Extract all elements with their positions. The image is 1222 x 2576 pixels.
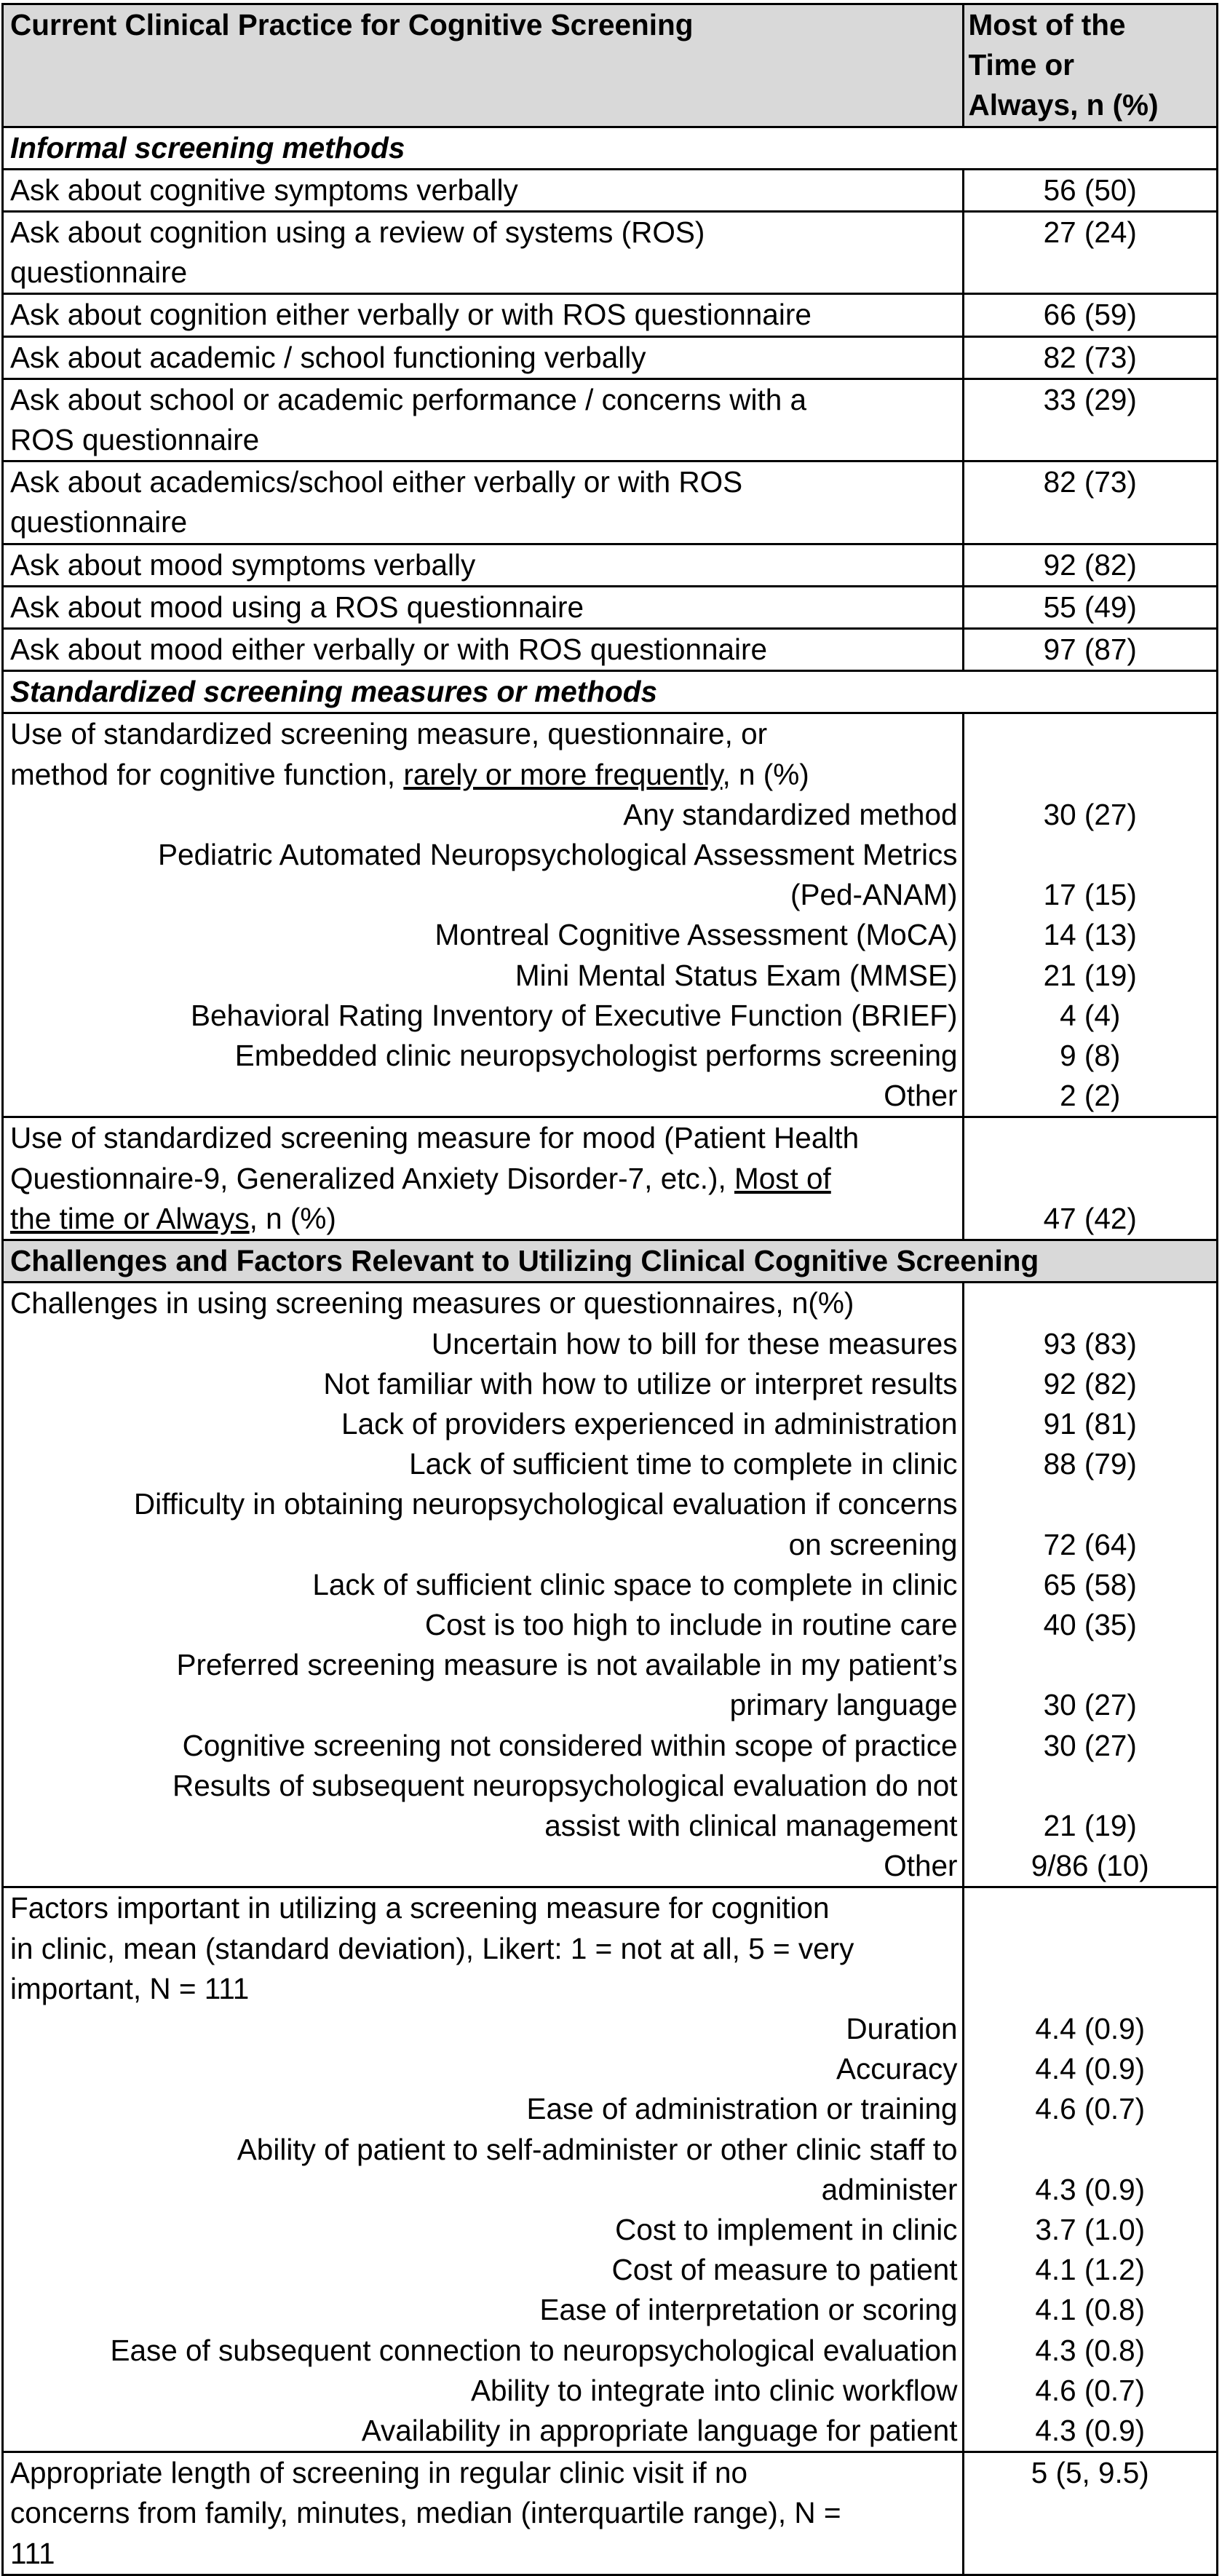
table-row xyxy=(3,461,1218,544)
row-label-line: Ask about mood symptoms verbally xyxy=(10,547,476,582)
row-label-line: Ask about school or academic performance / concerns with a xyxy=(10,382,807,416)
factors-row xyxy=(3,1887,1218,2452)
cognitive-intro-underlined: rarely or more frequently xyxy=(403,757,723,791)
sub-item-value: 88 (79) xyxy=(1043,1447,1137,1481)
row-value: 97 (87) xyxy=(963,629,1218,671)
row-label xyxy=(3,629,964,671)
header-row xyxy=(3,4,1218,127)
mood-measure-label xyxy=(3,1117,964,1240)
sub-item-value: 4.3 (0.8) xyxy=(1035,2333,1146,2367)
sub-item-label: Duration xyxy=(846,2011,958,2045)
sub-item-value xyxy=(964,1645,1217,1685)
header-col2-line: Time or xyxy=(968,48,1075,82)
length-value: 5 (5, 9.5) xyxy=(963,2452,1218,2575)
row-value: 82 (73) xyxy=(963,336,1218,379)
sub-item-value: 4.1 (1.2) xyxy=(1035,2253,1146,2287)
sub-item-label: Results of subsequent neuropsychological evaluation do not xyxy=(172,1768,958,1802)
sub-item-label: Difficulty in obtaining neuropsychological evaluation if concerns xyxy=(133,1487,958,1521)
challenges-row xyxy=(3,1283,1218,1887)
challenges-labels xyxy=(3,1283,964,1887)
section-challenges-row xyxy=(3,1240,1218,1283)
sub-item-value: 30 (27) xyxy=(1043,1688,1137,1722)
blank-line xyxy=(964,1283,1217,1323)
mood-line3-underlined: the time or Always xyxy=(10,1201,250,1235)
sub-item-value: 4.6 (0.7) xyxy=(1035,2092,1146,2126)
sub-item-label: Availability in appropriate language for patient xyxy=(361,2413,958,2447)
row-value: 56 (50) xyxy=(963,169,1218,211)
sub-item-label: Ease of interpretation or scoring xyxy=(539,2293,958,2327)
table-row xyxy=(3,169,1218,211)
sub-item-value: 72 (64) xyxy=(1043,1527,1137,1561)
sub-item-label: on screening xyxy=(788,1527,958,1561)
sub-item-value: 91 (81) xyxy=(1043,1406,1137,1440)
mood-line2-pre: Questionnaire-9, Generalized Anxiety Disorder-7, etc.), xyxy=(10,1161,734,1195)
factors-intro-line: Factors important in utilizing a screening measure for cognition xyxy=(10,1891,830,1925)
row-value: 82 (73) xyxy=(963,461,1218,544)
sub-item-label: Cognitive screening not considered within scope of practice xyxy=(182,1728,958,1762)
sub-item-label: Ability to integrate into clinic workflow xyxy=(470,2373,958,2407)
mood-measure-row xyxy=(3,1117,1218,1240)
challenges-intro: Challenges in using screening measures or questionnaires, n(%) xyxy=(10,1286,854,1320)
sub-item-label: primary language xyxy=(729,1688,958,1722)
cognitive-intro-post: , n (%) xyxy=(722,757,809,791)
sub-item-label: Any standardized method xyxy=(623,797,958,831)
challenge-item-values xyxy=(964,1324,1217,1887)
sub-item-label: Lack of sufficient clinic space to complete in clinic xyxy=(312,1567,958,1601)
sub-item-value: 3.7 (1.0) xyxy=(1035,2212,1146,2246)
row-label xyxy=(3,586,964,628)
row-label xyxy=(3,379,964,461)
sub-item-value: 65 (58) xyxy=(1043,1567,1137,1601)
table-body xyxy=(3,4,1218,2575)
sub-item-value: 30 (27) xyxy=(1043,1728,1137,1762)
row-label-line: Ask about mood either verbally or with ROS questionnaire xyxy=(10,633,768,667)
cognitive-item-values xyxy=(964,795,1217,1117)
sub-item-label: Ease of subsequent connection to neuropsychological evaluation xyxy=(110,2333,958,2367)
sub-item-value xyxy=(964,1766,1217,1806)
mood-line xyxy=(10,1199,962,1239)
blank-line xyxy=(964,1888,1217,1928)
row-label xyxy=(3,212,964,294)
sub-item-label: Pediatric Automated Neuropsychological Assessment Metrics xyxy=(157,838,958,872)
table-row xyxy=(3,379,1218,461)
blank-line xyxy=(964,714,1217,754)
sub-item-value xyxy=(964,2130,1217,2170)
sub-item-value: 21 (19) xyxy=(1043,1808,1137,1842)
sub-item-label: Other xyxy=(884,1849,958,1883)
factors-intro-line: important, N = 111 xyxy=(10,1971,250,2005)
row-value: 55 (49) xyxy=(963,586,1218,628)
challenge-item-labels xyxy=(10,1324,962,1887)
clinical-screening-table xyxy=(1,3,1218,2576)
sub-item-label: Uncertain how to bill for these measures xyxy=(431,1326,958,1360)
section-informal-row xyxy=(3,127,1218,169)
cognitive-methods-labels xyxy=(3,713,964,1117)
header-col2-line: Most of the xyxy=(968,8,1126,41)
table-row xyxy=(3,544,1218,586)
sub-item-label: administer xyxy=(821,2172,958,2206)
sub-item-value: 9 (8) xyxy=(1060,1039,1121,1073)
length-label xyxy=(3,2452,964,2575)
table-row xyxy=(3,294,1218,336)
sub-item-value: 4.6 (0.7) xyxy=(1035,2373,1146,2407)
sub-item-label: Accuracy xyxy=(836,2052,958,2086)
sub-item-value: 2 (2) xyxy=(1060,1079,1121,1113)
mood-line2-underlined: Most of xyxy=(734,1161,831,1195)
sub-item-value: 30 (27) xyxy=(1043,797,1137,831)
blank-line xyxy=(964,755,1217,795)
factors-values xyxy=(963,1887,1218,2452)
row-label-line: questionnaire xyxy=(10,255,188,290)
row-label-line: Ask about academics/school either verbally or with ROS xyxy=(10,465,743,499)
sub-item-label: Embedded clinic neuropsychologist performs screening xyxy=(234,1039,958,1073)
sub-item-label: Other xyxy=(884,1079,958,1113)
sub-item-label: Mini Mental Status Exam (MMSE) xyxy=(515,958,958,992)
length-line: 111 xyxy=(10,2536,55,2570)
sub-item-value: 17 (15) xyxy=(1043,878,1137,912)
row-label xyxy=(3,544,964,586)
cognitive-intro-line: Use of standardized screening measure, questionnaire, or xyxy=(10,717,768,751)
factors-labels xyxy=(3,1887,964,2452)
sub-item-label: assist with clinical management xyxy=(544,1808,958,1842)
sub-item-label: Montreal Cognitive Assessment (MoCA) xyxy=(435,918,958,952)
sub-item-label: Ability of patient to self-administer or other clinic staff to xyxy=(237,2132,958,2166)
row-label-line: Ask about cognition either verbally or with ROS questionnaire xyxy=(10,298,812,332)
blank-line xyxy=(964,1969,1217,2009)
section-informal-title: Informal screening methods xyxy=(3,127,1218,169)
row-label xyxy=(3,336,964,379)
sub-item-label: Cost to implement in clinic xyxy=(615,2212,958,2246)
section-challenges-title: Challenges and Factors Relevant to Utilizing Clinical Cognitive Screening xyxy=(3,1240,1218,1283)
row-label xyxy=(3,294,964,336)
table-row xyxy=(3,212,1218,294)
header-col2 xyxy=(963,4,1218,127)
blank-line xyxy=(964,1929,1217,1969)
sub-item-label: Behavioral Rating Inventory of Executive Function (BRIEF) xyxy=(191,998,958,1032)
row-label xyxy=(3,461,964,544)
row-label xyxy=(3,169,964,211)
sub-item-value: 4.1 (0.8) xyxy=(1035,2293,1146,2327)
cognitive-item-labels xyxy=(10,795,962,1117)
sub-item-value: 4.4 (0.9) xyxy=(1035,2011,1146,2045)
row-value: 27 (24) xyxy=(963,212,1218,294)
sub-item-label: Not familiar with how to utilize or interpret results xyxy=(323,1366,958,1400)
mood-line xyxy=(10,1159,962,1199)
cognitive-methods-row xyxy=(3,713,1218,1117)
challenges-values xyxy=(963,1283,1218,1887)
row-label-line: ROS questionnaire xyxy=(10,423,260,457)
sub-item-label: Cost of measure to patient xyxy=(611,2253,958,2287)
length-row xyxy=(3,2452,1218,2575)
row-label-line: Ask about cognitive symptoms verbally xyxy=(10,173,518,207)
row-label-line: Ask about mood using a ROS questionnaire xyxy=(10,590,584,624)
sub-item-label: Ease of administration or training xyxy=(526,2092,958,2126)
sub-item-label: Preferred screening measure is not available in my patient’s xyxy=(176,1648,958,1682)
mood-line: Use of standardized screening measure for mood (Patient Health xyxy=(10,1121,860,1155)
row-label-line: Ask about academic / school functioning verbally xyxy=(10,340,646,374)
factor-item-labels xyxy=(10,2009,962,2451)
sub-item-label: Cost is too high to include in routine care xyxy=(424,1607,958,1641)
sub-item-value: 93 (83) xyxy=(1043,1326,1137,1360)
length-line: Appropriate length of screening in regular clinic visit if no xyxy=(10,2456,748,2490)
length-line: concerns from family, minutes, median (interquartile range), N = xyxy=(10,2496,841,2530)
section-standardized-title: Standardized screening measures or methods xyxy=(3,671,1218,713)
table-row xyxy=(3,629,1218,671)
sub-item-label: Lack of sufficient time to complete in clinic xyxy=(409,1447,958,1481)
cognitive-methods-values xyxy=(963,713,1218,1117)
row-label-line: Ask about cognition using a review of systems (ROS) xyxy=(10,215,705,250)
factors-intro-line: in clinic, mean (standard deviation), Likert: 1 = not at all, 5 = very xyxy=(10,1931,854,1965)
table-row xyxy=(3,586,1218,628)
sub-item-value xyxy=(964,835,1217,875)
sub-item-value: 40 (35) xyxy=(1043,1607,1137,1641)
sub-item-value: 21 (19) xyxy=(1043,958,1137,992)
sub-item-value: 14 (13) xyxy=(1043,918,1137,952)
sub-item-label: (Ped-ANAM) xyxy=(790,878,958,912)
cognitive-intro-line xyxy=(10,755,962,795)
factor-item-values xyxy=(964,2009,1217,2451)
sub-item-value: 4 (4) xyxy=(1060,998,1121,1032)
header-col2-line: Always, n (%) xyxy=(968,88,1159,122)
row-value: 66 (59) xyxy=(963,294,1218,336)
table-row xyxy=(3,336,1218,379)
sub-item-value: 4.3 (0.9) xyxy=(1035,2413,1146,2447)
section-standardized-row xyxy=(3,671,1218,713)
row-value: 33 (29) xyxy=(963,379,1218,461)
header-col1: Current Clinical Practice for Cognitive Screening xyxy=(3,4,964,127)
sub-item-value: 4.3 (0.9) xyxy=(1035,2172,1146,2206)
sub-item-value: 92 (82) xyxy=(1043,1366,1137,1400)
mood-line3-post: , n (%) xyxy=(249,1201,336,1235)
mood-measure-value: 47 (42) xyxy=(963,1117,1218,1240)
cognitive-intro-pre: method for cognitive function, xyxy=(10,757,404,791)
row-label-line: questionnaire xyxy=(10,505,188,539)
sub-item-label: Lack of providers experienced in administration xyxy=(341,1406,958,1440)
sub-item-value: 9/86 (10) xyxy=(1031,1849,1149,1883)
sub-item-value: 4.4 (0.9) xyxy=(1035,2052,1146,2086)
sub-item-value xyxy=(964,1484,1217,1524)
row-value: 92 (82) xyxy=(963,544,1218,586)
